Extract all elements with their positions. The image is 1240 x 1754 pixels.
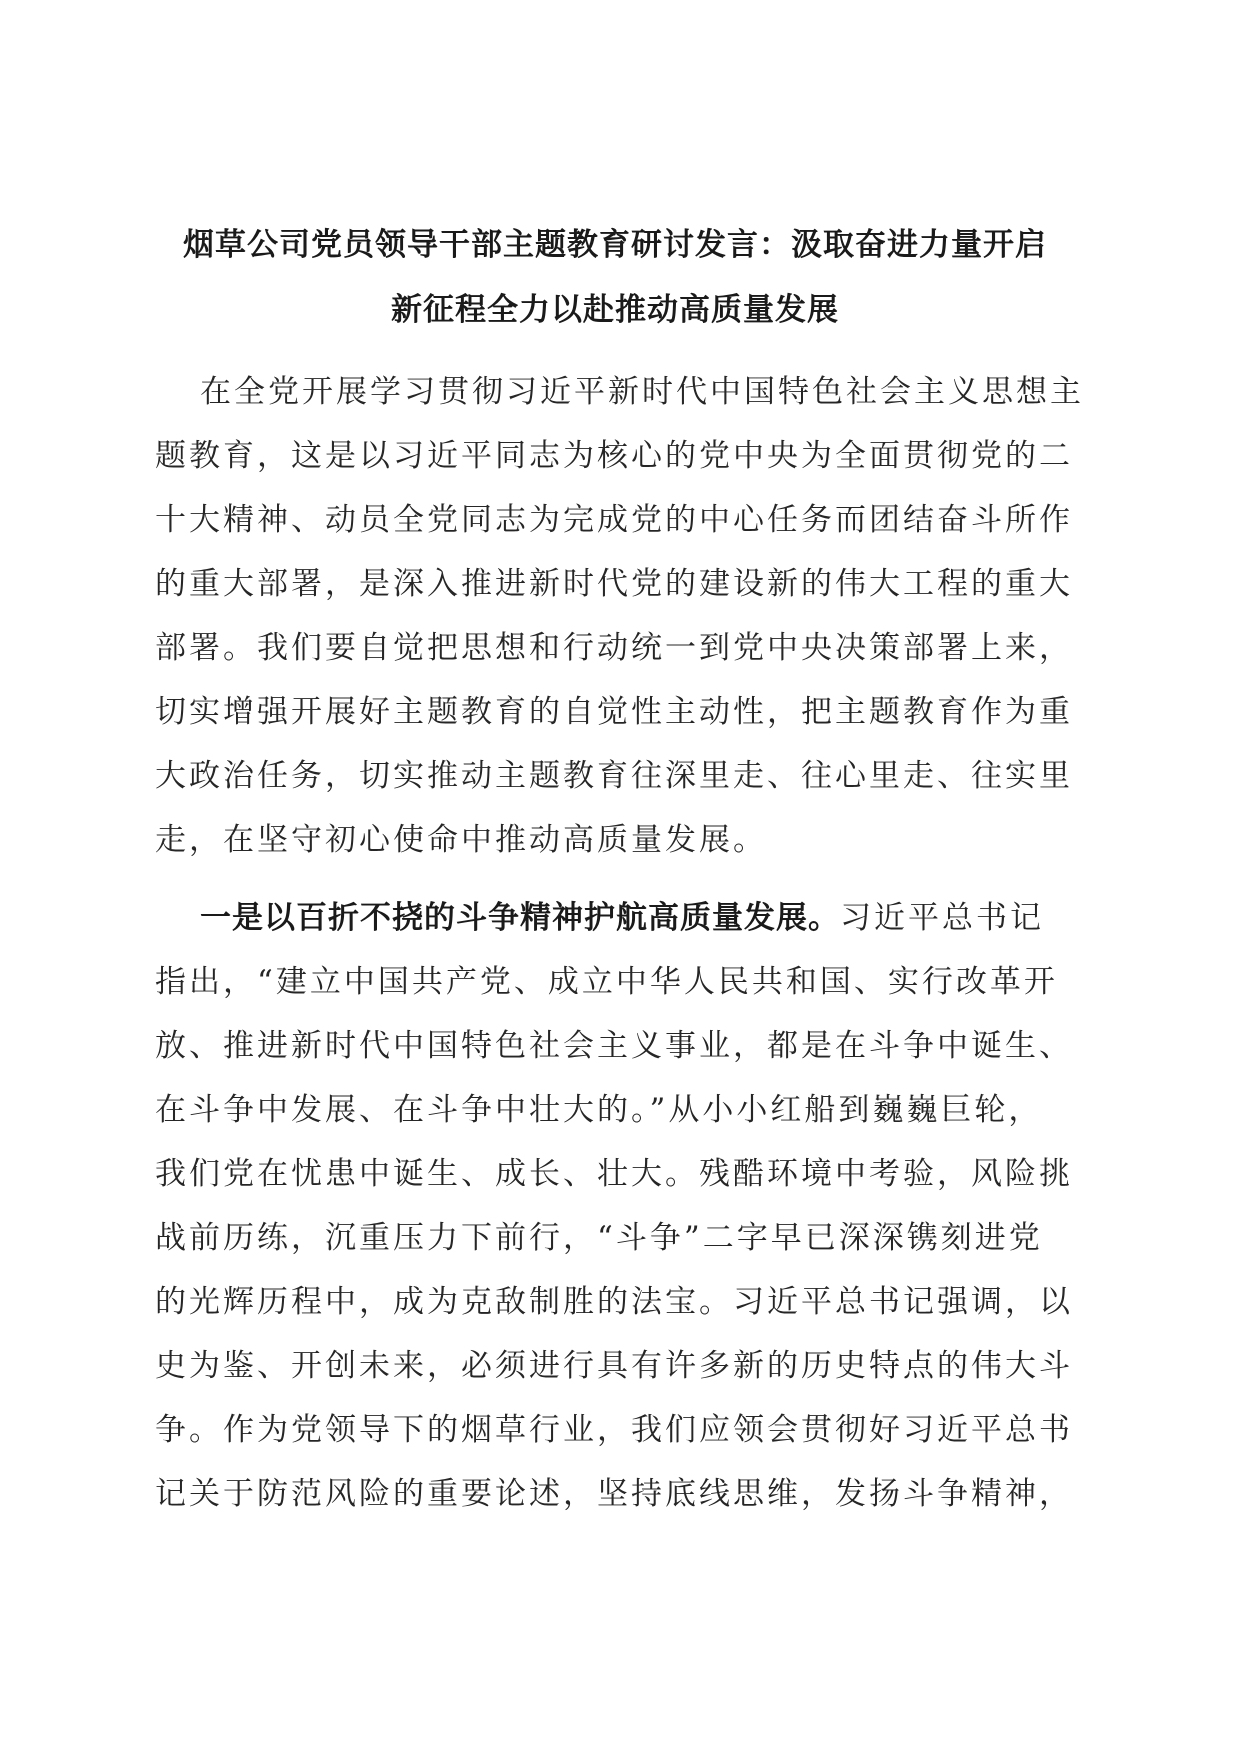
paragraph-1-line-8: 走，在坚守初心使命中推动高质量发展。 — [155, 822, 767, 858]
paragraph-1-line-4: 的重大部署，是深入推进新时代党的建设新的伟大工程的重大 — [155, 566, 1073, 602]
paragraph-2-heading: 一是以百折不挠的斗争精神护航高质量发展。 — [200, 900, 840, 936]
document-title-line-1: 烟草公司党员领导干部主题教育研讨发言：汲取奋进力量开启 — [183, 227, 1047, 263]
paragraph-2-line-3: 放、推进新时代中国特色社会主义事业，都是在斗争中诞生、 — [155, 1028, 1073, 1064]
paragraph-1-line-7: 大政治任务，切实推动主题教育往深里走、往心里走、往实里 — [155, 758, 1073, 794]
paragraph-1-line-6: 切实增强开展好主题教育的自觉性主动性，把主题教育作为重 — [155, 694, 1073, 730]
paragraph-1-line-1: 在全党开展学习贯彻习近平新时代中国特色社会主义思想主 — [200, 374, 1084, 410]
paragraph-2-line-4: 在斗争中发展、在斗争中壮大的。”从小小红船到巍巍巨轮， — [155, 1092, 1043, 1128]
paragraph-1-line-3: 十大精神、动员全党同志为完成党的中心任务而团结奋斗所作 — [155, 502, 1073, 538]
paragraph-2-line-7: 的光辉历程中，成为克敌制胜的法宝。习近平总书记强调，以 — [155, 1284, 1073, 1320]
paragraph-2-line-5: 我们党在忧患中诞生、成长、壮大。残酷环境中考验，风险挑 — [155, 1156, 1073, 1192]
document-title-line-2: 新征程全力以赴推动高质量发展 — [391, 292, 839, 328]
paragraph-2-line-1: 一是以百折不挠的斗争精神护航高质量发展。习近平总书记 — [200, 900, 1044, 936]
paragraph-2-line-10: 记关于防范风险的重要论述，坚持底线思维，发扬斗争精神， — [155, 1476, 1073, 1512]
paragraph-1-line-5: 部署。我们要自觉把思想和行动统一到党中央决策部署上来， — [155, 630, 1073, 666]
paragraph-2-line-9: 争。作为党领导下的烟草行业，我们应领会贯彻好习近平总书 — [155, 1412, 1073, 1448]
paragraph-2-line-6: 战前历练，沉重压力下前行，“斗争”二字早已深深镌刻进党 — [155, 1220, 1043, 1256]
paragraph-1-line-2: 题教育，这是以习近平同志为核心的党中央为全面贯彻党的二 — [155, 438, 1073, 474]
paragraph-2-line-8: 史为鉴、开创未来，必须进行具有许多新的历史特点的伟大斗 — [155, 1348, 1073, 1384]
paragraph-2-line-2: 指出，“建立中国共产党、成立中华人民共和国、实行改革开 — [155, 964, 1058, 1000]
